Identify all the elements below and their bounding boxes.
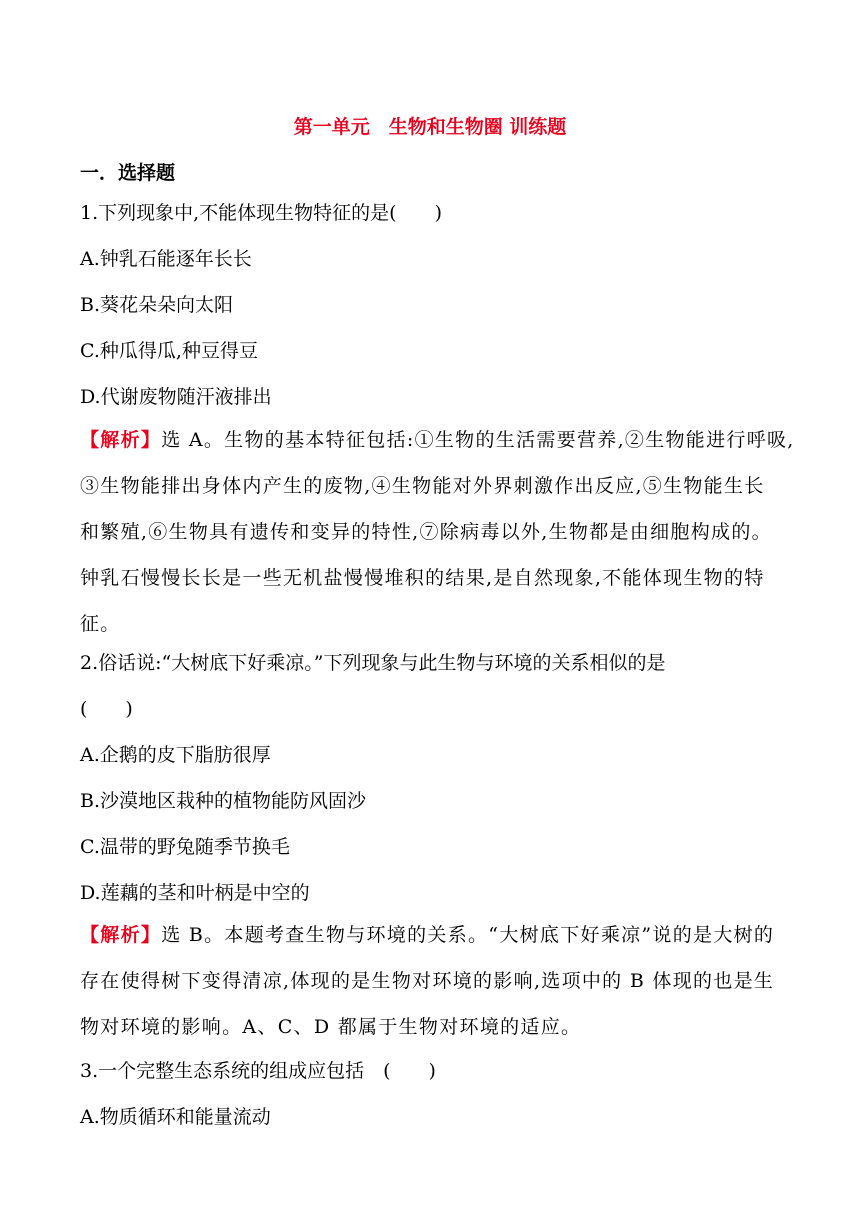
question-1-option-d: D.代谢废物随汗液排出 bbox=[80, 386, 272, 408]
question-3-stem: 3.一个完整生态系统的组成应包括 ( ) bbox=[80, 1060, 436, 1082]
analysis-tag: 【解析】 bbox=[80, 924, 162, 946]
analysis-line: 【解析】选 A。生物的基本特征包括:①生物的生活需要营养,②生物能进行呼吸, bbox=[80, 429, 795, 451]
analysis-tag: 【解析】 bbox=[80, 429, 162, 451]
question-1-option-c: C.种瓜得瓜,种豆得豆 bbox=[80, 340, 258, 362]
analysis-line: 【解析】选 B。本题考查生物与环境的关系。“大树底下好乘凉”说的是大树的 bbox=[80, 924, 775, 946]
question-2-option-b: B.沙漠地区栽种的植物能防风固沙 bbox=[80, 790, 367, 812]
analysis-line: 征。 bbox=[80, 613, 121, 635]
question-2-option-d: D.莲藕的茎和叶柄是中空的 bbox=[80, 882, 310, 904]
document-title: 第一单元 生物和生物圈 训练题 bbox=[293, 116, 567, 138]
question-1-stem: 1.下列现象中,不能体现生物特征的是( ) bbox=[80, 202, 442, 224]
section-heading: 一．选择题 bbox=[80, 162, 176, 184]
question-1-option-a: A.钟乳石能逐年长长 bbox=[80, 248, 252, 270]
question-2-option-c: C.温带的野兔随季节换毛 bbox=[80, 836, 290, 858]
question-2-stem-cont: ( ) bbox=[80, 698, 133, 720]
question-1-analysis bbox=[80, 417, 795, 647]
analysis-line: ③生物能排出身体内产生的废物,④生物能对外界刺激作出反应,⑤生物能生长 bbox=[80, 475, 765, 497]
question-1-option-b: B.葵花朵朵向太阳 bbox=[80, 294, 234, 316]
question-3-option-a: A.物质循环和能量流动 bbox=[80, 1106, 271, 1128]
question-2-analysis bbox=[80, 912, 780, 1050]
analysis-line: 物对环境的影响。A、C、D 都属于生物对环境的适应。 bbox=[80, 1016, 582, 1038]
question-2-stem: 2.俗话说:“大树底下好乘凉。”下列现象与此生物与环境的关系相似的是 bbox=[80, 652, 666, 674]
analysis-line: 和繁殖,⑥生物具有遗传和变异的特性,⑦除病毒以外,生物都是由细胞构成的。 bbox=[80, 521, 772, 543]
analysis-line: 钟乳石慢慢长长是一些无机盐慢慢堆积的结果,是自然现象,不能体现生物的特 bbox=[80, 567, 765, 589]
analysis-line: 存在使得树下变得清凉,体现的是生物对环境的影响,选项中的 B 体现的也是生 bbox=[80, 970, 775, 992]
question-2-option-a: A.企鹅的皮下脂肪很厚 bbox=[80, 744, 271, 766]
